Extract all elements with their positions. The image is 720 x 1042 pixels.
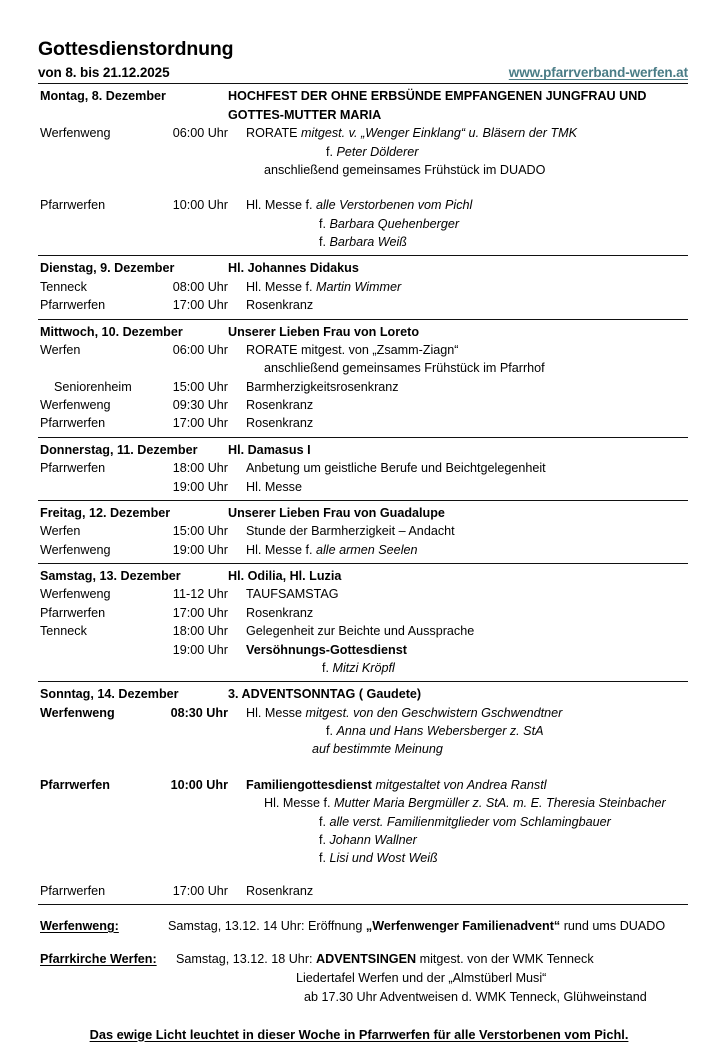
service-subdescription	[246, 849, 688, 867]
service-subrow	[38, 659, 688, 677]
day-header-row	[38, 259, 688, 277]
subline-plain: anschließend gemeinsames Frühstück im DUADO	[264, 162, 546, 177]
service-row	[38, 396, 688, 414]
service-subrow	[38, 831, 688, 849]
service-place: Tenneck	[40, 624, 87, 639]
desc-plain: Anbetung um geistliche Berufe und Beichtgelegenheit	[246, 461, 546, 476]
service-place: Werfenweng	[40, 705, 115, 720]
service-row	[38, 378, 688, 396]
subline-italic: Johann Wallner	[329, 832, 417, 847]
desc-italic: alle armen Seelen	[315, 542, 418, 557]
desc-italic: Martin Wimmer	[315, 279, 402, 294]
service-time: 17:00 Uhr	[172, 883, 228, 898]
desc-plain: RORATE mitgest. von „Zsamm-Ziagn“	[246, 342, 459, 357]
day-label: Donnerstag, 11. Dezember	[40, 442, 198, 457]
day-separator	[38, 255, 688, 256]
subline-indent	[264, 143, 418, 161]
service-row	[38, 641, 688, 659]
service-description	[228, 585, 688, 603]
service-description	[228, 776, 688, 794]
day-block	[38, 440, 688, 498]
note-label: Werfenweng:	[40, 919, 119, 934]
service-subrow	[38, 813, 688, 831]
day-label: Samstag, 13. Dezember	[40, 569, 181, 584]
note-tail: mitgest. von der WMK Tenneck	[416, 951, 594, 966]
service-description	[228, 296, 688, 314]
day-header-row	[38, 504, 688, 522]
feast-continuation-row	[38, 106, 688, 124]
service-time: 06:00 Uhr	[172, 342, 228, 357]
subline-indent	[264, 796, 666, 810]
note-body	[168, 917, 688, 936]
service-subdescription	[246, 831, 688, 849]
page-title: Gottesdienstordnung	[38, 38, 234, 60]
service-time: 19:00 Uhr	[172, 479, 228, 494]
service-subdescription	[246, 794, 688, 812]
subline-indent	[264, 163, 545, 177]
day-block	[38, 684, 688, 902]
service-row	[38, 776, 688, 794]
day-separator	[38, 563, 688, 564]
service-subdescription	[246, 161, 688, 179]
service-time: 19:00 Uhr	[172, 542, 228, 557]
service-subrow	[38, 359, 688, 377]
day-header-row	[38, 685, 688, 703]
service-subrow	[38, 233, 688, 251]
service-place: Seniorenheim	[54, 379, 132, 394]
service-place: Pfarrwerfen	[40, 298, 106, 313]
note-date: Samstag, 13.12. 14 Uhr: Eröffnung	[168, 919, 366, 934]
service-place: Tenneck	[40, 279, 87, 294]
day-header-row	[38, 87, 688, 105]
day-block	[38, 322, 688, 435]
subline-indent	[264, 740, 443, 758]
service-place: Pfarrwerfen	[40, 416, 106, 431]
day-separator	[38, 681, 688, 682]
service-description	[228, 882, 688, 900]
feast-name: Unserer Lieben Frau von Loreto	[228, 324, 420, 339]
desc-plain: Gelegenheit zur Beichte und Aussprache	[246, 624, 475, 639]
service-row	[38, 459, 688, 477]
desc-plain: Rosenkranz	[246, 398, 314, 413]
subline-italic: Mutter Maria Bergmüller z. StA. m. E. Theresia Steinbacher	[333, 796, 666, 811]
service-time: 17:00 Uhr	[172, 298, 228, 313]
day-label: Freitag, 12. Dezember	[40, 505, 171, 520]
service-subrow	[38, 740, 688, 758]
note-subtext: Liedertafel Werfen und der „Almstüberl Musi“	[296, 970, 547, 985]
service-subrow	[38, 794, 688, 812]
service-time: 06:00 Uhr	[172, 126, 228, 141]
note-spacer-gap	[38, 936, 688, 950]
note-label: Pfarrkirche Werfen:	[40, 951, 157, 966]
service-description	[228, 124, 688, 142]
service-description	[228, 341, 688, 359]
row-spacer	[38, 179, 688, 196]
note-subrow	[38, 988, 688, 1007]
service-subrow	[38, 215, 688, 233]
service-subdescription	[246, 233, 688, 251]
service-place: Werfenweng	[40, 587, 111, 602]
desc-plain: Hl. Messe	[246, 705, 306, 720]
service-description	[228, 604, 688, 622]
service-description	[228, 641, 688, 659]
desc-plain: RORATE	[246, 126, 302, 141]
desc-bold: Familiengottesdienst	[246, 777, 376, 792]
subline-plain: f.	[319, 851, 330, 866]
service-time: 08:00 Uhr	[172, 279, 228, 294]
service-subrow	[38, 161, 688, 179]
service-description	[228, 459, 688, 477]
subline-indent	[264, 831, 417, 849]
service-row	[38, 124, 688, 142]
day-label: Dienstag, 9. Dezember	[40, 261, 175, 276]
subline-plain: anschließend gemeinsames Frühstück im Pfarrhof	[264, 361, 545, 376]
service-time: 15:00 Uhr	[172, 524, 228, 539]
desc-italic: mitgest. von den Geschwistern Gschwendtner	[305, 705, 563, 720]
row-spacer	[38, 868, 688, 882]
desc-plain: Hl. Messe f.	[246, 279, 316, 294]
day-label: Mittwoch, 10. Dezember	[40, 324, 183, 339]
service-time: 09:30 Uhr	[172, 398, 228, 413]
desc-italic: mitgestaltet von Andrea Ranstl	[375, 777, 547, 792]
day-block	[38, 503, 688, 561]
subline-indent	[264, 233, 407, 251]
subline-indent	[264, 849, 438, 867]
note-row	[38, 950, 688, 969]
note-tail: rund ums DUADO	[560, 919, 666, 934]
service-subdescription	[246, 740, 688, 758]
service-time: 08:30 Uhr	[170, 705, 228, 720]
service-time: 17:00 Uhr	[172, 605, 228, 620]
subline-plain: f.	[322, 660, 333, 675]
feast-name: Hl. Damasus I	[228, 442, 311, 457]
service-time: 15:00 Uhr	[172, 379, 228, 394]
desc-plain: Stunde der Barmherzigkeit – Andacht	[246, 524, 455, 539]
desc-plain: Barmherzigkeitsrosenkranz	[246, 379, 399, 394]
feast-name: 3. ADVENTSONNTAG ( Gaudete)	[228, 687, 422, 702]
subline-italic: auf bestimmte Meinung	[312, 742, 443, 757]
service-row	[38, 478, 688, 496]
desc-plain: Hl. Messe	[246, 479, 302, 494]
subline-indent	[264, 722, 543, 740]
day-separator	[38, 83, 688, 84]
subline-plain: f.	[319, 832, 330, 847]
service-description	[228, 378, 688, 396]
feast-name: Unserer Lieben Frau von Guadalupe	[228, 505, 445, 520]
day-separator	[38, 437, 688, 438]
service-row	[38, 341, 688, 359]
service-description	[228, 541, 688, 559]
subtitle-row	[38, 65, 688, 80]
subline-indent	[264, 813, 611, 831]
service-subrow	[38, 143, 688, 161]
day-label: Montag, 8. Dezember	[40, 89, 166, 104]
service-place: Pfarrwerfen	[40, 605, 106, 620]
subline-plain: f.	[319, 235, 330, 250]
service-description	[228, 278, 688, 296]
service-description	[228, 704, 688, 722]
desc-italic: alle Verstorbenen vom Pichl	[315, 198, 473, 213]
service-time: 19:00 Uhr	[172, 642, 228, 657]
service-description	[228, 622, 688, 640]
feast-name: Hl. Odilia, Hl. Luzia	[228, 569, 342, 584]
service-place: Werfenweng	[40, 126, 111, 141]
service-subdescription	[246, 722, 688, 740]
service-subdescription	[246, 813, 688, 831]
day-header-row	[38, 567, 688, 585]
service-row	[38, 541, 688, 559]
subline-italic: Lisi und Wost Weiß	[329, 851, 438, 866]
day-separator	[38, 500, 688, 501]
service-row	[38, 585, 688, 603]
service-time: 18:00 Uhr	[172, 461, 228, 476]
service-subrow	[38, 849, 688, 867]
service-time: 10:00 Uhr	[172, 198, 228, 213]
service-description	[228, 522, 688, 540]
day-block	[38, 86, 688, 253]
desc-plain: Rosenkranz	[246, 883, 314, 898]
subline-plain: f.	[319, 814, 330, 829]
service-description	[228, 414, 688, 432]
service-time: 18:00 Uhr	[172, 624, 228, 639]
subline-italic: Barbara Weiß	[329, 235, 407, 250]
note-subrow	[38, 969, 688, 988]
service-place: Werfenweng	[40, 398, 111, 413]
day-block	[38, 566, 688, 679]
service-place: Werfenweng	[40, 542, 111, 557]
service-place: Pfarrwerfen	[40, 777, 110, 792]
note-row	[38, 917, 688, 936]
feast-name: HOCHFEST DER OHNE ERBSÜNDE EMPFANGENEN JUNGFRAU UND	[228, 89, 647, 104]
schedule-table	[38, 83, 688, 905]
service-description	[228, 196, 688, 214]
service-row	[38, 882, 688, 900]
service-row	[38, 704, 688, 722]
service-subdescription	[246, 143, 688, 161]
row-spacer	[38, 759, 688, 776]
desc-plain: TAUFSAMSTAG	[246, 587, 339, 602]
feast-name-line2: GOTTES-MUTTER MARIA	[228, 107, 382, 122]
subline-plain: f.	[326, 144, 337, 159]
desc-plain: Rosenkranz	[246, 605, 314, 620]
desc-plain: Rosenkranz	[246, 416, 314, 431]
service-place: Pfarrwerfen	[40, 883, 106, 898]
service-description	[228, 396, 688, 414]
date-range: von 8. bis 21.12.2025	[38, 65, 170, 81]
subline-plain: Hl. Messe f.	[264, 796, 334, 811]
footer-notes	[38, 917, 688, 1007]
schedule-bottom-separator	[38, 904, 688, 905]
service-row	[38, 296, 688, 314]
day-separator	[38, 319, 688, 320]
service-time: 11-12 Uhr	[172, 587, 228, 602]
service-place: Pfarrwerfen	[40, 461, 106, 476]
desc-bold: Versöhnungs-Gottesdienst	[246, 642, 407, 657]
desc-plain: Hl. Messe f.	[246, 542, 316, 557]
subline-indent	[264, 659, 395, 677]
subline-italic: Peter Dölderer	[336, 144, 419, 159]
service-row	[38, 604, 688, 622]
note-highlight: ADVENTSINGEN	[316, 951, 417, 966]
service-subdescription	[246, 215, 688, 233]
service-row	[38, 622, 688, 640]
service-subrow	[38, 722, 688, 740]
subline-indent	[264, 361, 545, 375]
note-body	[176, 950, 688, 969]
subline-italic: Barbara Quehenberger	[329, 216, 460, 231]
note-highlight: „Werfenwenger Familienadvent“	[365, 919, 561, 934]
service-place: Werfen	[40, 524, 81, 539]
day-block	[38, 258, 688, 316]
service-time: 17:00 Uhr	[172, 416, 228, 431]
feast-name: Hl. Johannes Didakus	[228, 261, 359, 276]
subline-italic: Mitzi Kröpfl	[332, 660, 395, 675]
subline-plain: f.	[326, 724, 337, 739]
note-date: Samstag, 13.12. 18 Uhr:	[176, 951, 317, 966]
website-link[interactable]: www.pfarrverband-werfen.at	[508, 65, 688, 81]
service-place: Pfarrwerfen	[40, 198, 106, 213]
service-place: Werfen	[40, 342, 81, 357]
desc-plain: Hl. Messe f.	[246, 198, 316, 213]
note-subtext: ab 17.30 Uhr Adventweisen d. WMK Tenneck, Glühweinstand	[304, 989, 647, 1004]
service-subdescription	[246, 359, 688, 377]
service-time: 10:00 Uhr	[170, 777, 228, 792]
subline-italic: Anna und Hans Webersberger z. StA	[336, 724, 544, 739]
subline-plain: f.	[319, 216, 330, 231]
subline-italic: alle verst. Familienmitglieder vom Schlamingbauer	[329, 814, 611, 829]
eternal-light-note: Das ewige Licht leuchtet in dieser Woche in Pfarrwerfen für alle Verstorbenen vom Pichl.	[89, 1026, 629, 1042]
day-header-row	[38, 323, 688, 341]
subline-indent	[264, 215, 459, 233]
service-row	[38, 278, 688, 296]
service-row	[38, 522, 688, 540]
service-subdescription	[246, 659, 688, 677]
day-label: Sonntag, 14. Dezember	[40, 687, 179, 702]
desc-plain: Rosenkranz	[246, 298, 314, 313]
service-row	[38, 414, 688, 432]
day-header-row	[38, 441, 688, 459]
service-row	[38, 196, 688, 214]
desc-italic: mitgest. v. „Wenger Einklang“ u. Bläsern der TMK	[301, 126, 578, 141]
service-description	[228, 478, 688, 496]
